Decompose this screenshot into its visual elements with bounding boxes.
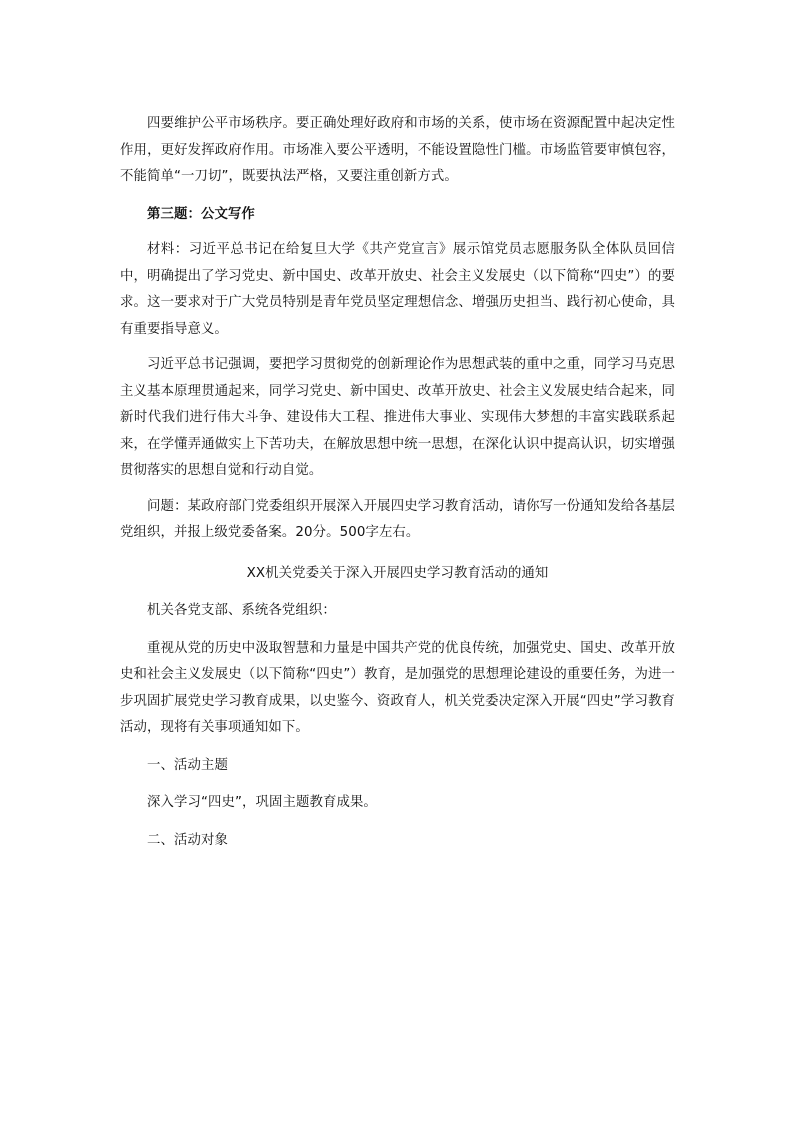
section-activity-theme: 一、活动主题 xyxy=(147,757,228,773)
section-heading-official-writing: 第三题：公文写作 xyxy=(147,206,255,222)
document-page xyxy=(120,111,675,865)
paragraph-material: 材料：习近平总书记在给复旦大学《共产党宣言》展示馆党员志愿服务队全体队员回信中，明确提出了学习党史、新中国史、改革开放史、社会主义发展史（以下简称“四史”）的要求。这一要求对于广大党员特别是青年党员坚定理想信念、增强历史担当、践行初心使命，具有重要指导意义。 xyxy=(120,242,675,337)
activity-theme-text: 深入学习“四史”，巩固主题教育成果。 xyxy=(147,795,377,810)
notice-body: 重视从党的历史中汲取智慧和力量是中国共产党的优良传统，加强党史、国史、改革开放史和社会主义发展史（以下简称“四史”）教育，是加强党的思想理论建设的重要任务，为进一步巩固扩展党史学习教育成果，以史鉴今、资政育人，机关党委决定深入开展“四史”学习教育活动，现将有关事项通知如下。 xyxy=(120,640,675,735)
paragraph-question: 问题：某政府部门党委组织开展深入开展四史学习教育活动，请你写一份通知发给各基层党组织，并报上级党委备案。20分。500字左右。 xyxy=(120,498,675,540)
notice-title: XX机关党委关于深入开展四史学习教育活动的通知 xyxy=(246,565,549,581)
paragraph-market-order: 四要维护公平市场秩序。要正确处理好政府和市场的关系，使市场在资源配置中起决定性作用，更好发挥政府作用。市场准入要公平透明，不能设置隐性门槛。市场监管要审慎包容，不能简单“一刀切”，既要执法严格，又要注重创新方式。 xyxy=(120,116,675,184)
section-activity-targets: 二、活动对象 xyxy=(147,832,228,848)
paragraph-emphasis: 习近平总书记强调，要把学习贯彻党的创新理论作为思想武装的重中之重，同学习马克思主义基本原理贯通起来，同学习党史、新中国史、改革开放史、社会主义发展史结合起来，同新时代我们进行伟大斗争、建设伟大工程、推进伟大事业、实现伟大梦想的丰富实践联系起来，在学懂弄通做实上下苦功夫，在解放思想中统一思想，在深化认识中提高认识，切实增强贯彻落实的思想自觉和行动自觉。 xyxy=(120,357,675,478)
notice-recipients: 机关各党支部、系统各党组织： xyxy=(147,603,336,618)
